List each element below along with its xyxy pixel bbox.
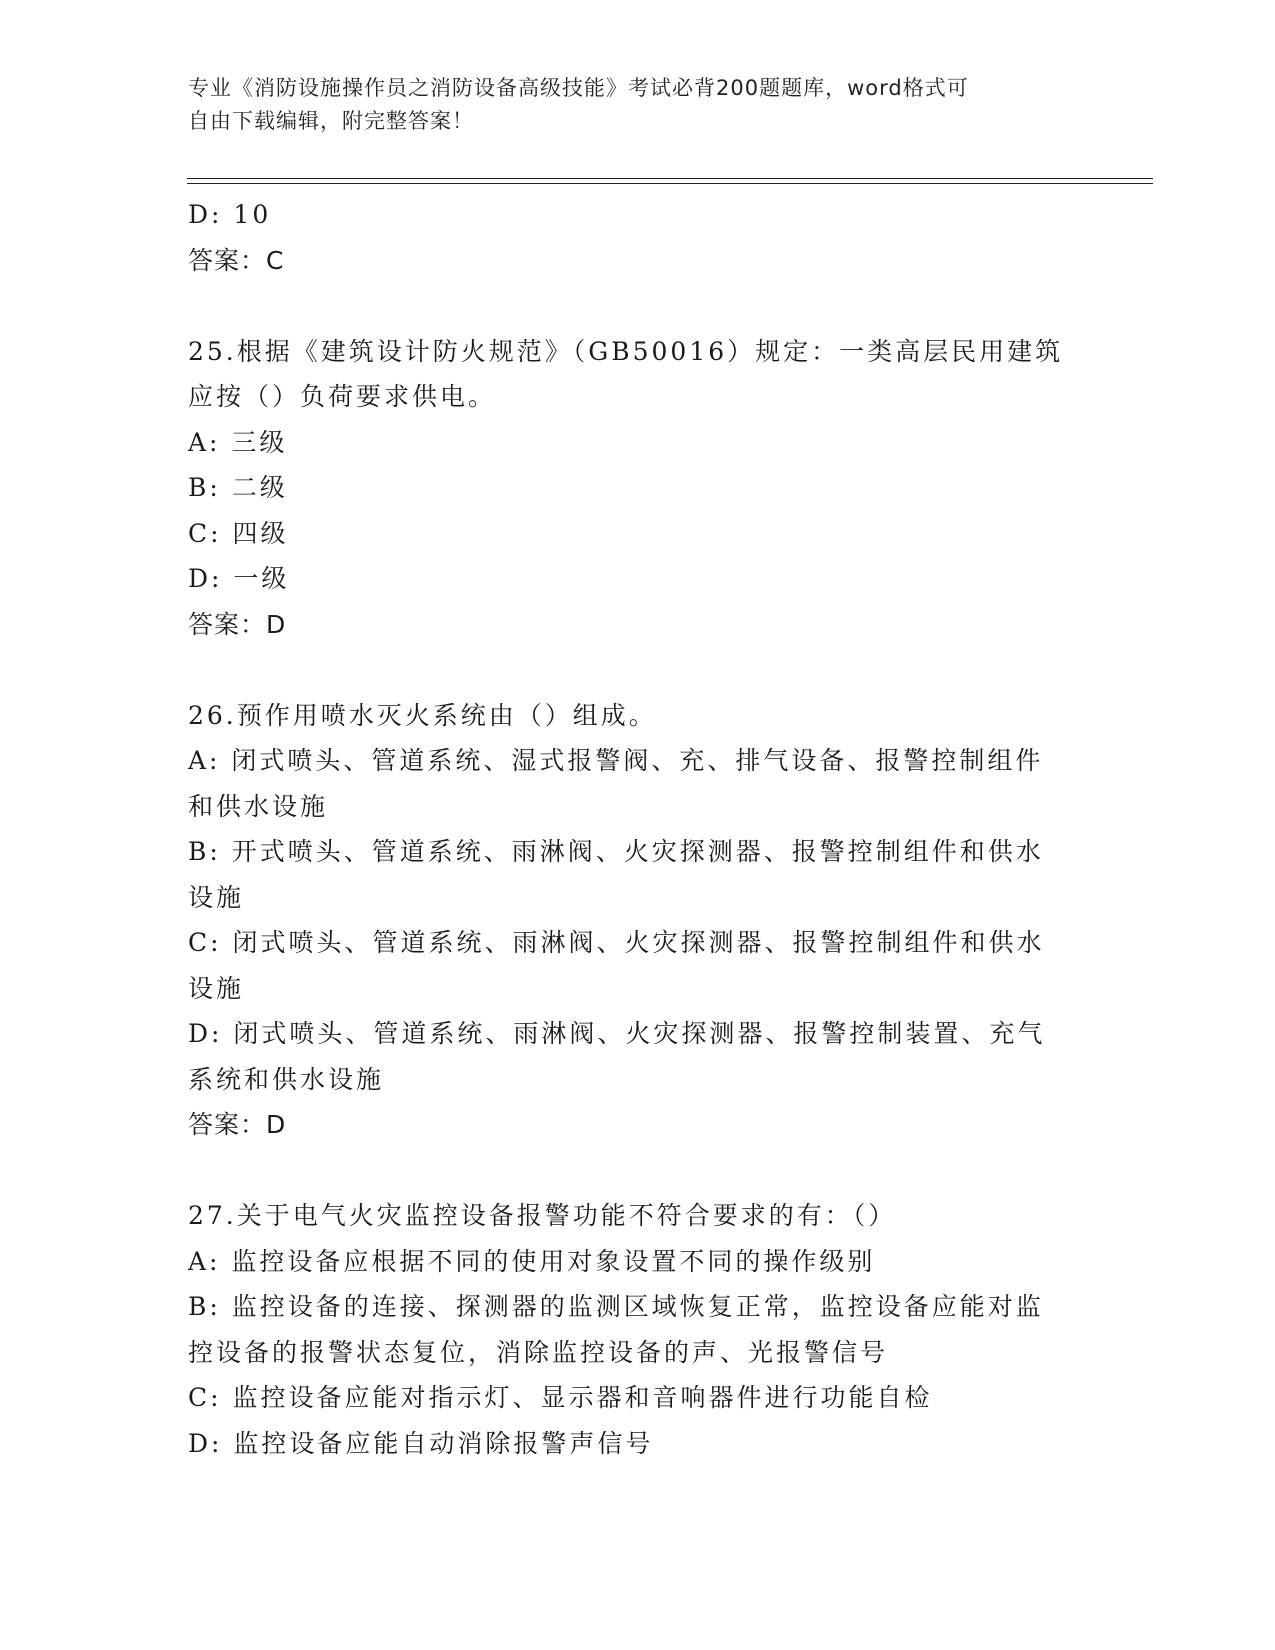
q26-option-b-line-1: B: 开式喷头、管道系统、雨淋阀、火灾探测器、报警控制组件和供水	[188, 837, 1044, 866]
q26-option-c-line-2: 设施	[188, 973, 245, 1003]
q27-option-d: D: 监控设备应能自动消除报警声信号	[188, 1428, 654, 1458]
question-27	[188, 1193, 1088, 1466]
q26-option-c-line-1: C: 闭式喷头、管道系统、雨淋阀、火灾探测器、报警控制组件和供水	[188, 928, 1045, 957]
spacer	[188, 647, 1088, 693]
page-header	[188, 72, 1068, 138]
header-rule-bottom	[187, 183, 1153, 184]
q25-option-c: C: 四级	[188, 518, 289, 548]
q25-stem-line-1: 25.根据《建筑设计防火规范》（GB50016）规定：一类高层民用建筑	[188, 336, 1064, 366]
question-24-tail	[188, 192, 1088, 283]
q24-answer: 答案：C	[188, 245, 285, 275]
spacer	[188, 1148, 1088, 1194]
header-rule-top	[187, 178, 1153, 179]
header-line-1: 专业《消防设施操作员之消防设备高级技能》考试必背200题题库，word格式可	[188, 76, 969, 100]
q27-option-b-line-2: 控设备的报警状态复位，消除监控设备的声、光报警信号	[188, 1337, 889, 1367]
q25-stem-line-2: 应按（）负荷要求供电。	[188, 382, 497, 411]
q25-answer: 答案：D	[188, 609, 287, 639]
question-26	[188, 693, 1088, 1148]
q26-option-b-line-2: 设施	[188, 882, 245, 912]
q25-option-b: B: 二级	[188, 473, 288, 502]
q25-option-d: D: 一级	[188, 564, 290, 593]
q26-option-a-line-1: A: 闭式喷头、管道系统、湿式报警阀、充、排气设备、报警控制组件	[188, 746, 1044, 775]
q27-stem: 27.关于电气火灾监控设备报警功能不符合要求的有：（）	[188, 1201, 897, 1230]
q26-stem: 26.预作用喷水灭火系统由（）组成。	[188, 700, 657, 730]
question-body	[188, 192, 1088, 1466]
spacer	[188, 283, 1088, 329]
q26-answer: 答案：D	[188, 1110, 287, 1139]
header-line-2: 自由下载编辑，附完整答案！	[188, 109, 474, 133]
q26-option-a-line-2: 和供水设施	[188, 791, 329, 821]
q27-option-b-line-1: B: 监控设备的连接、探测器的监测区域恢复正常，监控设备应能对监	[188, 1292, 1044, 1321]
q25-option-a: A: 三级	[188, 427, 288, 457]
question-25	[188, 329, 1088, 648]
q26-option-d-line-2: 系统和供水设施	[188, 1064, 385, 1094]
q26-option-d-line-1: D: 闭式喷头、管道系统、雨淋阀、火灾探测器、报警控制装置、充气	[188, 1019, 1046, 1048]
q24-option-d: D: 10	[188, 200, 272, 229]
q27-option-a: A: 监控设备应根据不同的使用对象设置不同的操作级别	[188, 1246, 876, 1276]
q27-option-c: C: 监控设备应能对指示灯、显示器和音响器件进行功能自检	[188, 1383, 933, 1412]
